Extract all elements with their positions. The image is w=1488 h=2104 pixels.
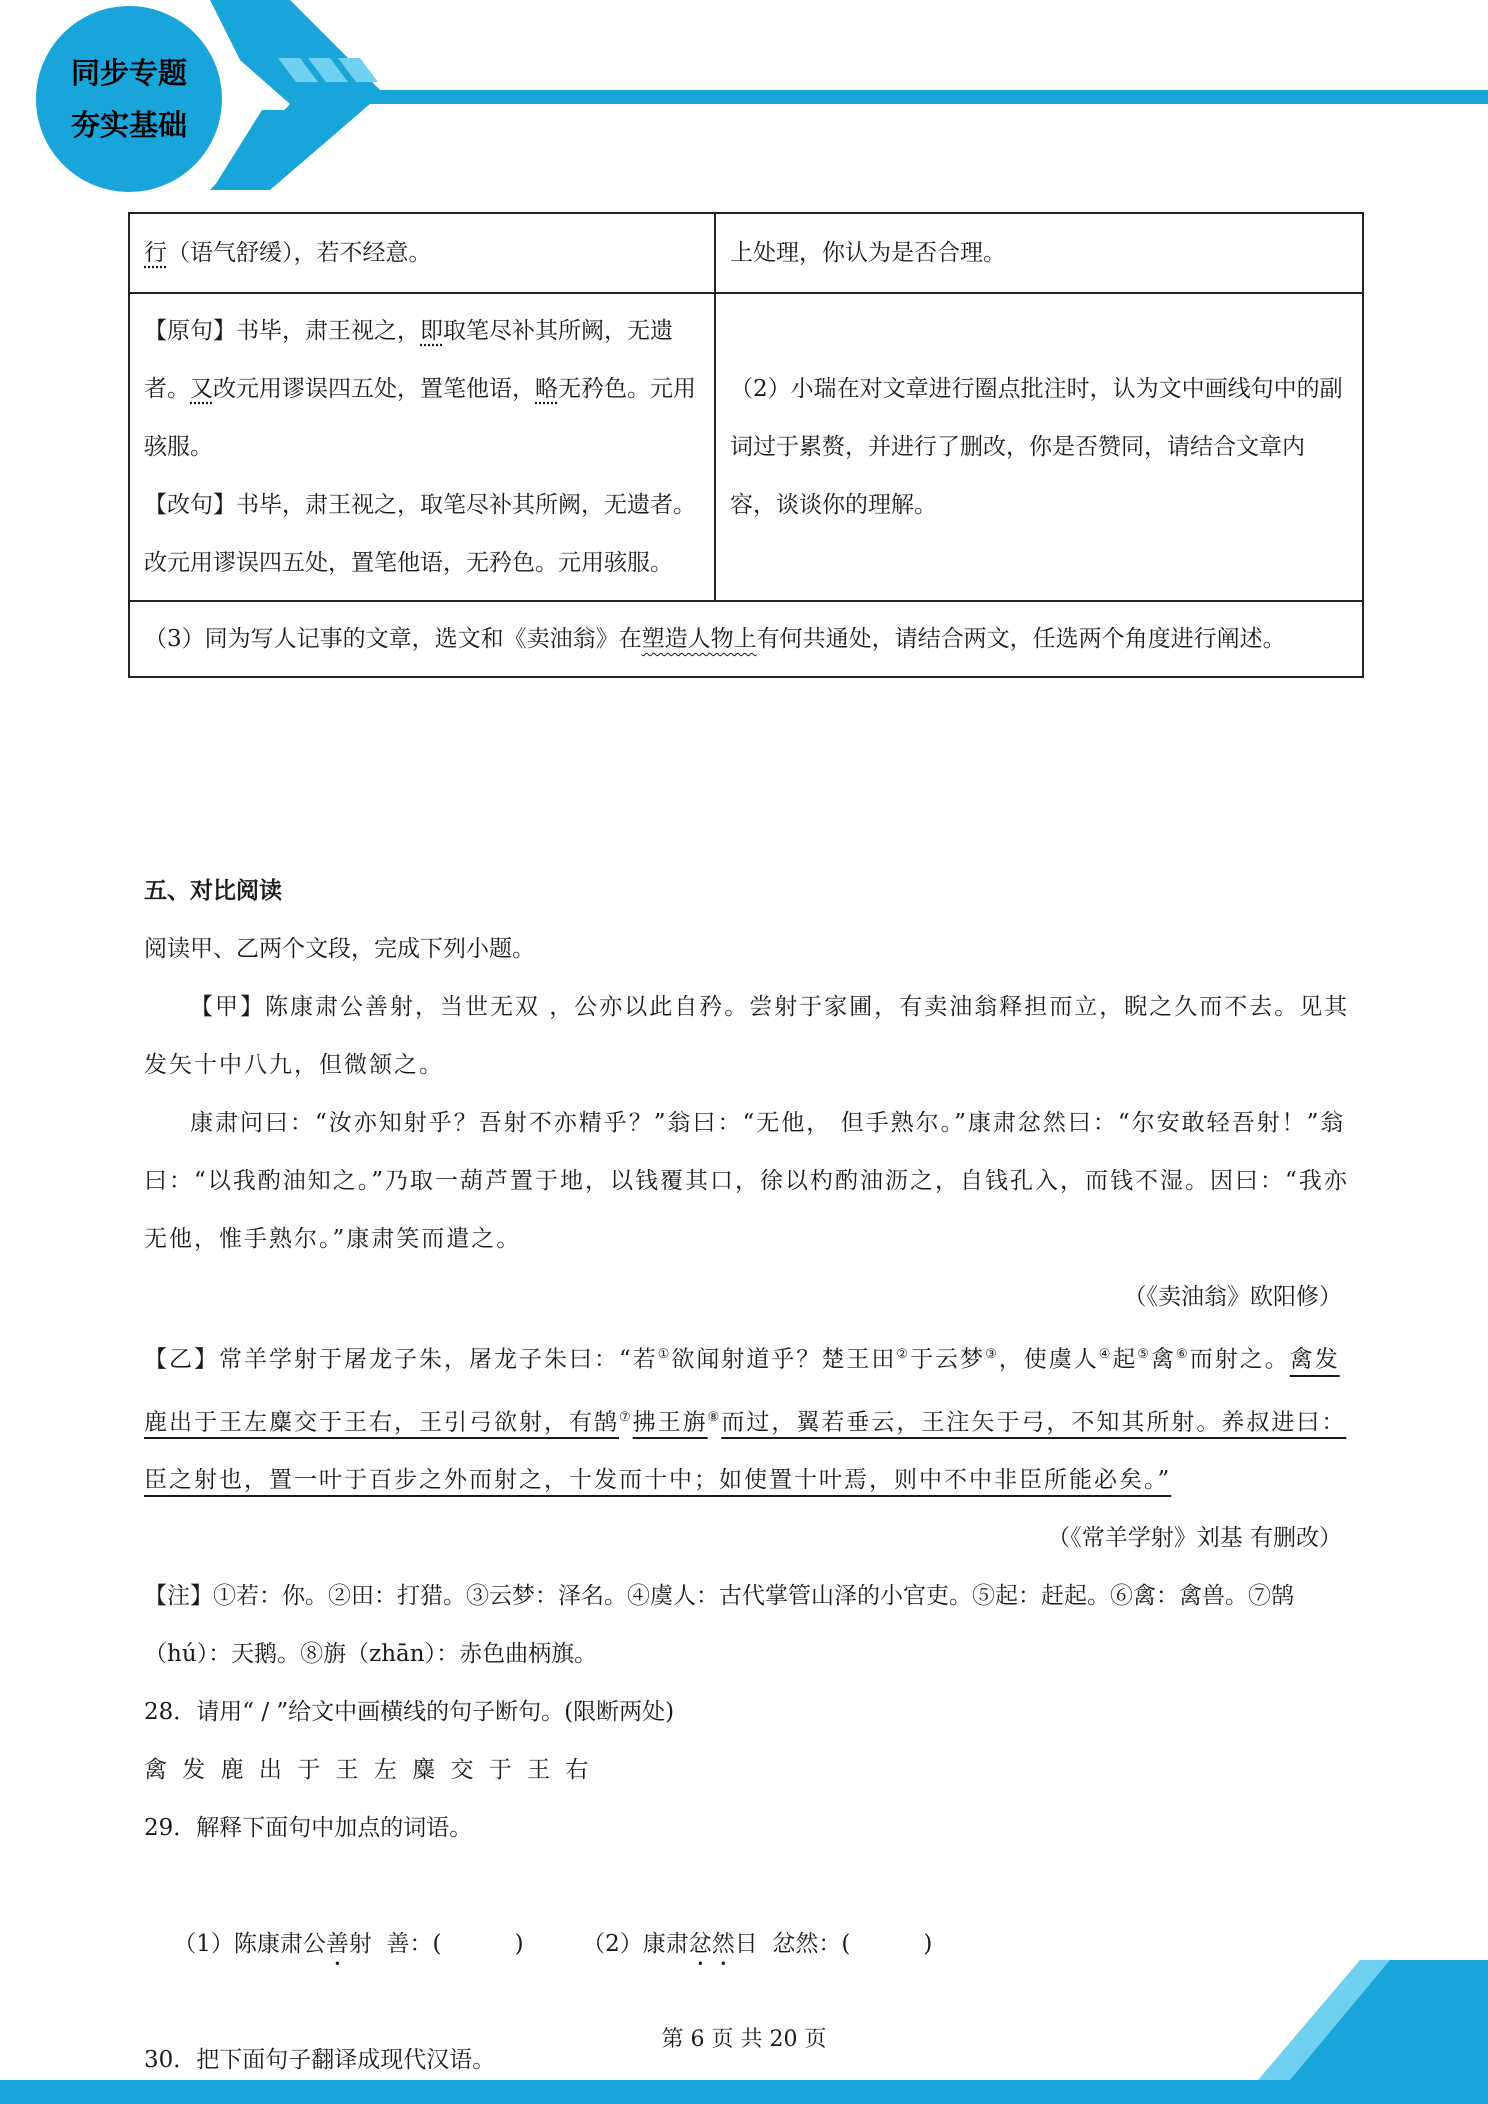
section-instruction: 阅读甲、乙两个文段，完成下列小题。 [144, 936, 535, 962]
table-row [129, 601, 1363, 677]
text: （2）康肃 [582, 1931, 689, 1958]
text: （1）陈康肃公 [173, 1931, 326, 1958]
table-row [129, 293, 1363, 601]
revised-sentence [144, 476, 700, 592]
footnote-mark: ⑦ [619, 1409, 633, 1425]
footnote-mark: ① [657, 1347, 672, 1362]
original-sentence [144, 302, 700, 476]
table-cell [129, 293, 715, 601]
text: 于云梦 [910, 1346, 986, 1373]
table-row [129, 213, 1363, 293]
text: 书毕，肃王视之，取笔尽补其所阙，无遗者。改元用谬误四五处，置笔他语，无矜色。元用骇服。 [144, 492, 696, 576]
badge-line-2: 夯实基础 [70, 108, 187, 142]
text: ，使虞人 [998, 1346, 1099, 1373]
text: 欲闻射道乎？楚王田 [671, 1346, 897, 1373]
table-cell [715, 293, 1363, 601]
text: 【乙】常羊学射于屠龙子朱，屠龙子朱曰：“若 [144, 1346, 658, 1373]
text: 无遗者。 [144, 318, 673, 402]
dotted-word: 善 [325, 1931, 349, 1958]
label: 【原句】 [144, 318, 236, 344]
passage-yi [144, 1326, 1354, 1509]
underlined-text: 禽发鹿出于王左麋交于王右，王引弓欲射，有鹄 [144, 1346, 1340, 1436]
dotted-word: 忿然 [688, 1931, 735, 1958]
underlined-text: 而过，翼若垂云，王注矢于弓，不知其所射。养叔进曰：臣之射也，置一叶于百步之外而射之，十发而十中；如使置十叶焉，则中不中非臣所能必矣。” [144, 1409, 1347, 1494]
section-title: 五、对比阅读 [144, 878, 282, 904]
dotted-word: 即 [420, 318, 443, 344]
dotted-word: 行 [144, 240, 167, 266]
table-cell [715, 213, 1363, 293]
badge-line-1: 同步专题 [70, 56, 187, 90]
question-30: 30．把下面句子翻译成现代汉语。 [144, 2047, 496, 2074]
text: 改元用谬误四五处，置笔他语， [213, 376, 535, 402]
passage-jia-source: （《卖油翁》欧阳修） [1123, 1284, 1342, 1310]
question-table [128, 212, 1364, 678]
wavy-underlined-text: 塑造人物上 [641, 626, 757, 652]
notes: 【注】①若：你。②田：打猎。③云梦：泽名。④虞人：古代掌管山泽的小官吏。⑤起：赶起。⑥禽：禽兽。⑦鹄（hú）：天鹅。⑧旃（zhān）：赤色曲柄旗。 [144, 1583, 1294, 1668]
text: 取笔尽补其所阙， [443, 318, 627, 344]
footer-banner [0, 1900, 1488, 2104]
footnote-mark: ⑧ [707, 1409, 722, 1425]
question-28-text: 禽 发 鹿 出 于 王 左 麋 交 于 王 右 [144, 1757, 593, 1784]
footnote-mark: ⑤ [1137, 1347, 1152, 1362]
question-28: 28．请用“ / ”给文中画横线的句子断句。(限断两处) [144, 1699, 675, 1726]
answer-blank: 射 善：( ) [348, 1931, 524, 1958]
table-cell [129, 601, 1363, 677]
passage-jia-p1: 【甲】陈康肃公善射，当世无双 ，公亦以此自矜。尝射于家圃，有卖油翁释担而立，睨之久而不去。见其发矢十中八九，但微颔之。 [144, 994, 1350, 1078]
cell-text: （语气舒缓），若不经意。 [167, 240, 432, 266]
text: 有何共通处，请结合两文，任选两个角度进行阐述。 [756, 626, 1286, 652]
label: 【改句】 [144, 492, 236, 518]
header-badge [36, 6, 222, 192]
question-29: 29．解释下面句中加点的词语。 [144, 1815, 473, 1842]
dotted-word: 略 [535, 376, 558, 402]
answer-blank: 日 忿然：( ) [734, 1931, 933, 1958]
dotted-word: 又 [190, 376, 213, 402]
footnote-mark: ② [896, 1347, 911, 1362]
text: 禽 [1151, 1346, 1177, 1373]
footnote-mark: ⑥ [1176, 1347, 1190, 1362]
text: （3）同为写人记事的文章，选文和《卖油翁》在 [144, 626, 642, 652]
footnote-mark: ③ [985, 1347, 999, 1362]
underlined-text: 拂王旃 [632, 1409, 708, 1436]
cell-text: 上处理，你认为是否合理。 [730, 240, 1006, 266]
passage-jia-p2: 康肃问曰：“汝亦知射乎？吾射不亦精乎？”翁曰：“无他， 但手熟尔。”康肃忿然曰：“尔安敢轻吾射！”翁曰：“以我酌油知之。”乃取一葫芦置于地，以钱覆其口，徐以杓酌油沥之，自钱孔入，而钱不湿。因曰：“我亦无他，惟手熟尔。”康肃笑而遣之。 [144, 1110, 1349, 1252]
footnote-mark: ④ [1098, 1347, 1113, 1362]
cell-text: （2）小瑞在对文章进行圈点批注时，认为文中画线句中的副词过于累赘，并进行了删改，你是否赞同，请结合文章内容，谈谈你的理解。 [730, 376, 1343, 518]
text: 起 [1112, 1346, 1138, 1373]
text: 而射之。 [1189, 1346, 1290, 1373]
text: 书毕，肃王视之， [236, 318, 420, 344]
text: 无矜色。元用骇服。 [144, 376, 696, 460]
table-cell [129, 213, 715, 293]
passage-yi-source: （《常羊学射》刘基 有删改） [1047, 1525, 1342, 1552]
header-banner [0, 0, 1488, 200]
page-number: 第 6 页 共 20 页 [661, 2027, 827, 2052]
